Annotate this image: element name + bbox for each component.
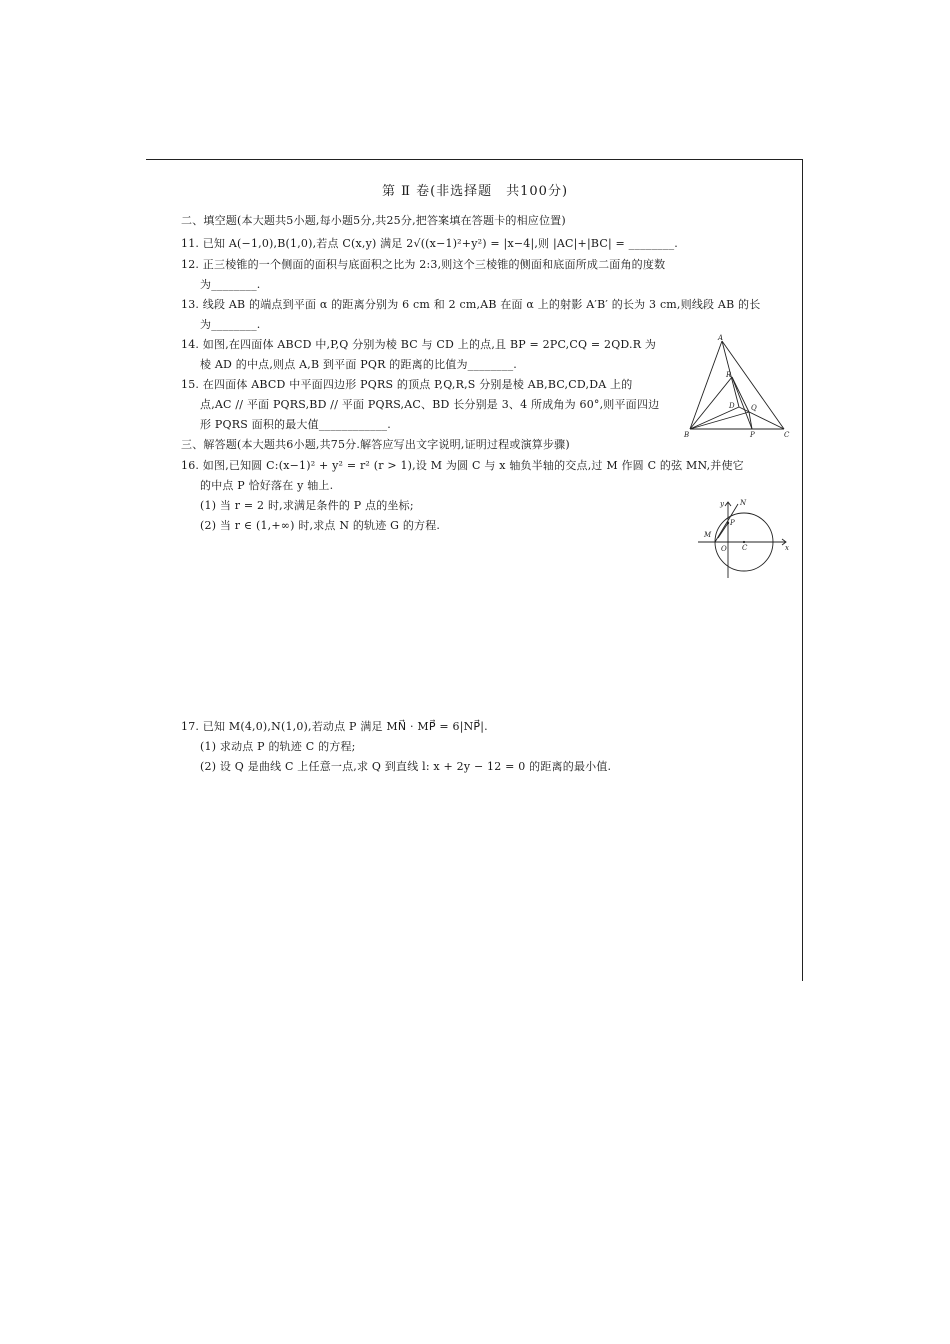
question-17-line1: 17. 已知 M(4,0),N(1,0),若动点 P 满足 MN⃗ · MP⃗ = 6|NP⃗|. bbox=[181, 720, 488, 733]
section-title: 第 Ⅱ 卷(非选择题 共100分) bbox=[381, 184, 569, 199]
fig14-label-p: P bbox=[750, 431, 755, 439]
fig16-label-m: M bbox=[704, 531, 712, 539]
fig14-label-c: C bbox=[784, 431, 790, 439]
question-15-line2: 点,AC // 平面 PQRS,BD // 平面 PQRS,AC、BD 长分别是 3、4 所成角为 60°,则平面四边 bbox=[200, 398, 660, 411]
fig14-label-a: A bbox=[718, 334, 724, 342]
question-15-line1: 15. 在四面体 ABCD 中平面四边形 PQRS 的顶点 P,Q,R,S 分别是棱 AB,BC,CD,DA 上的 bbox=[181, 378, 633, 391]
question-13-line2: 为________. bbox=[200, 318, 261, 331]
question-12-line2: 为________. bbox=[200, 278, 261, 291]
question-16-line1: 16. 如图,已知圆 C:(x−1)² + y² = r² (r > 1),设 M 为圆 C 与 x 轴负半轴的交点,过 M 作圆 C 的弦 MN,并使它 bbox=[181, 459, 744, 472]
question-17-part1: (1) 求动点 P 的轨迹 C 的方程; bbox=[200, 740, 356, 753]
question-16-line2: 的中点 P 恰好落在 y 轴上. bbox=[200, 479, 334, 492]
page-frame-top bbox=[146, 159, 803, 160]
fig14-label-d: D bbox=[729, 402, 735, 410]
question-15-line3: 形 PQRS 面积的最大值____________. bbox=[200, 418, 391, 431]
section2-heading: 二、填空题(本大题共5小题,每小题5分,共25分,把答案填在答题卡的相应位置) bbox=[181, 214, 566, 227]
fig16-label-y: y bbox=[720, 500, 724, 508]
circle-axes-figure bbox=[696, 496, 792, 580]
section3-heading: 三、解答题(本大题共6小题,共75分.解答应写出文字说明,证明过程或演算步骤) bbox=[181, 438, 570, 451]
tetrahedron-figure bbox=[682, 333, 792, 443]
fig16-label-n: N bbox=[740, 499, 747, 507]
question-13-line1: 13. 线段 AB 的端点到平面 α 的距离分别为 6 cm 和 2 cm,AB 在面 α 上的射影 A′B′ 的长为 3 cm,则线段 AB 的长 bbox=[181, 298, 761, 311]
question-14-line1: 14. 如图,在四面体 ABCD 中,P,Q 分别为棱 BC 与 CD 上的点,且 BP = 2PC,CQ = 2QD.R 为 bbox=[181, 338, 657, 351]
question-16-part1: (1) 当 r = 2 时,求满足条件的 P 点的坐标; bbox=[200, 499, 414, 512]
fig16-label-o: O bbox=[721, 545, 727, 553]
fig14-label-q: Q bbox=[751, 404, 757, 412]
page-frame-right bbox=[802, 159, 803, 981]
question-14-line2: 棱 AD 的中点,则点 A,B 到平面 PQR 的距离的比值为________. bbox=[200, 358, 517, 371]
fig16-label-c: C bbox=[742, 544, 748, 552]
question-12-line1: 12. 正三棱锥的一个侧面的面积与底面积之比为 2:3,则这个三棱锥的侧面和底面所成二面角的度数 bbox=[181, 258, 666, 271]
question-16-part2: (2) 当 r ∈ (1,+∞) 时,求点 N 的轨迹 G 的方程. bbox=[200, 519, 441, 532]
fig16-label-p: P bbox=[730, 519, 735, 527]
question-17-part2: (2) 设 Q 是曲线 C 上任意一点,求 Q 到直线 l: x + 2y − 12 = 0 的距离的最小值. bbox=[200, 760, 612, 773]
fig16-label-x: x bbox=[785, 544, 789, 552]
question-11: 11. 已知 A(−1,0),B(1,0),若点 C(x,y) 满足 2√((x−1)²+y²) = |x−4|,则 |AC|+|BC| = ________. bbox=[181, 237, 678, 250]
fig14-label-b: B bbox=[684, 431, 690, 439]
fig14-label-r: R bbox=[726, 371, 732, 379]
